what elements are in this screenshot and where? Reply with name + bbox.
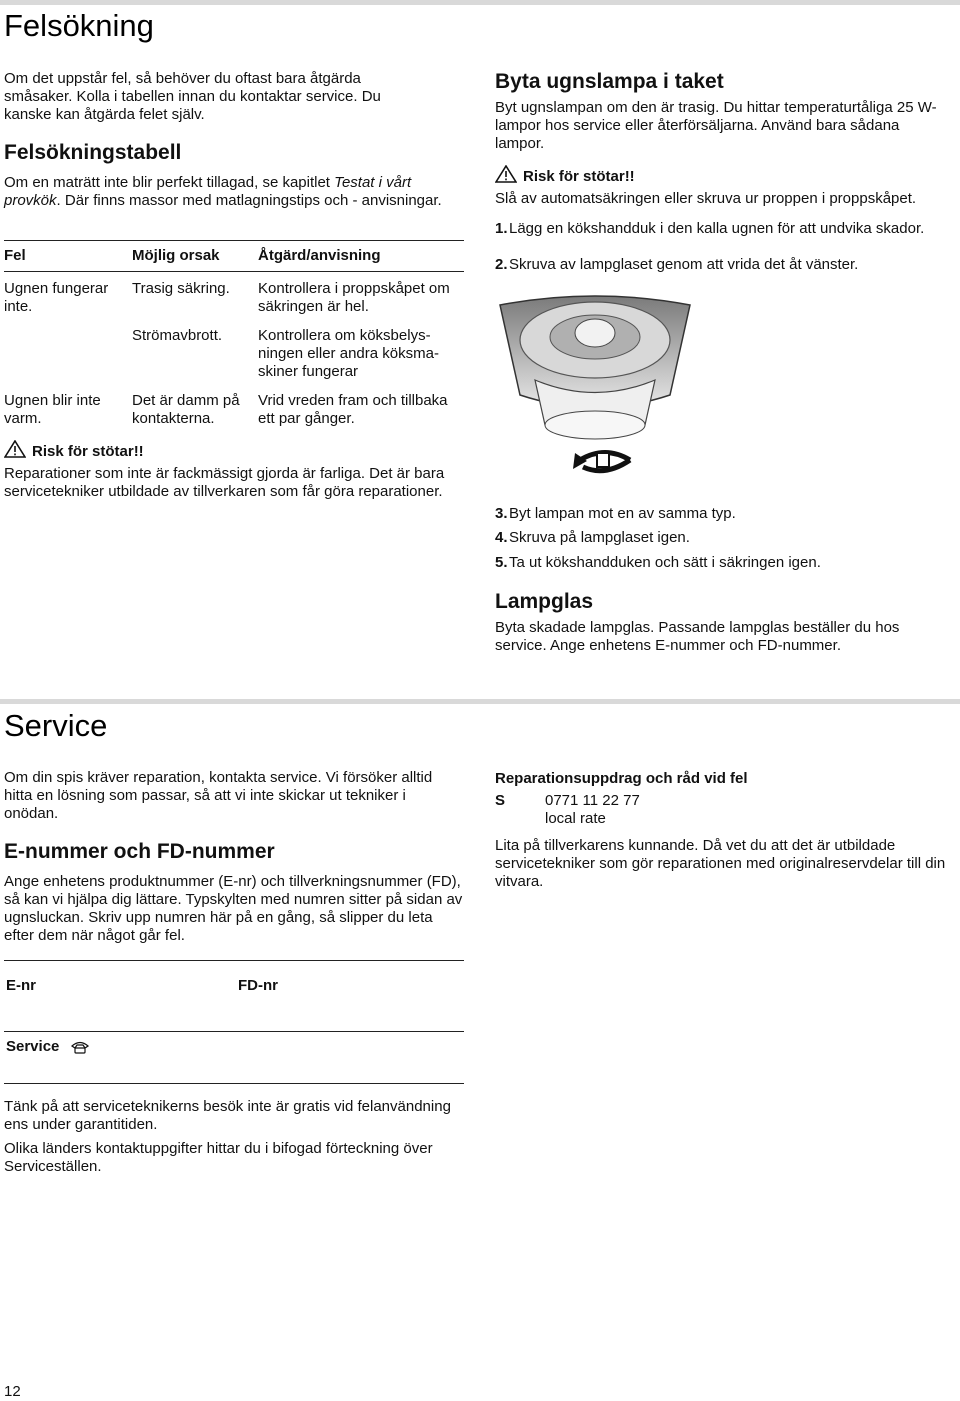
step-number: 3. [495, 505, 508, 522]
warning-triangle-icon [4, 440, 26, 463]
warning-text: Reparationer som inte är fackmässigt gjorda är farliga. Det är bara servicetekniker utbildade av tillverkaren som får göra reparationer. [4, 465, 445, 500]
service-intro: Om din spis kräver reparation, kontakta service. Vi försöker alltid hitta en lösning som passar, så att vi inte skickar ut tekniker i onödan. [4, 769, 433, 822]
step-text: Byt lampan mot en av samma typ. [509, 505, 736, 522]
visit-cost-text: Tänk på att serviceteknikerns besök inte är gratis vid felanvändning ens under garantitiden. [4, 1098, 451, 1133]
divider [4, 1031, 464, 1032]
lamp-title: Byta ugnslampa i taket [495, 70, 724, 93]
repair-title: Reparationsuppdrag och råd vid fel [495, 770, 748, 787]
chapter-reference: Testat i vårt provkök [4, 174, 412, 209]
table-row [4, 324, 464, 389]
list-item [495, 529, 935, 554]
table-cell: Kontrollera i proppskåpet om säkringen är hel. [258, 280, 450, 315]
service-label-row [6, 1038, 90, 1059]
warning-title: Risk för stötar!! [32, 443, 144, 460]
list-item [495, 256, 935, 276]
lamp-warning-heading [495, 165, 635, 188]
divider [4, 1083, 464, 1084]
country-code: S [495, 792, 506, 809]
step-number: 5. [495, 554, 508, 571]
service-title: Service [4, 708, 108, 743]
step-text: Skruva på lampglaset igen. [509, 529, 690, 546]
divider [4, 960, 464, 961]
table-header-action: Åtgärd/anvisning [258, 241, 464, 272]
table-header-fault: Fel [4, 241, 132, 272]
lamp-warning-title: Risk för stötar!! [523, 168, 635, 185]
step-number: 4. [495, 529, 508, 546]
lamp-intro: Byt ugnslampan om den är trasig. Du hittar temperaturtåliga 25 W-lampor hos service eller återförsäljarna. Använd bara sådana lampor. [495, 99, 937, 152]
step-text: Skruva av lampglaset genom att vrida det åt vänster. [509, 256, 859, 273]
list-item [495, 554, 935, 574]
phone-rate: local rate [545, 810, 606, 827]
page-number: 12 [4, 1383, 21, 1400]
table-cell: Det är damm på kontakterna. [132, 392, 240, 427]
table-cell: Ugnen blir inte varm. [4, 392, 101, 427]
lamp-warning-text: Slå av automatsäkringen eller skruva ur proppen i proppskåpet. [495, 190, 917, 207]
warning-triangle-icon [495, 165, 517, 188]
lamp-glass-title: Lampglas [495, 590, 594, 613]
step-text: Ta ut kökshandduken och sätt i säkringen igen. [509, 554, 821, 571]
table-cell: Vrid vreden fram och tillbaka ett par gånger. [258, 392, 448, 427]
table-intro-text: Om en maträtt inte blir perfekt tillagad, se kapitlet [4, 174, 335, 191]
table-row [4, 272, 464, 325]
table-intro-text-2: . Där finns massor med matlagningstips och - anvisningar. [56, 192, 442, 209]
table-row [4, 389, 464, 436]
list-item [495, 220, 935, 256]
lamp-glass-text: Byta skadade lampglas. Passande lampglas beställer du hos service. Ange enhetens E-nummer och FD-nummer. [495, 619, 900, 654]
section-bar-top [0, 0, 960, 5]
step-number: 1. [495, 220, 508, 237]
troubleshooting-table [4, 240, 464, 436]
troubleshooting-title: Felsökning [4, 8, 154, 43]
step-text: Lägg en kökshandduk i den kalla ugnen för att undvika skador. [509, 220, 925, 237]
table-cell: Kontrollera om köksbelysningen eller andra köksmaskiner fungerar [258, 327, 439, 380]
list-item [495, 505, 935, 529]
section-bar-service [0, 699, 960, 704]
lamp-glass-illustration [495, 285, 695, 490]
table-header-row [4, 241, 464, 272]
service-phone: 0771 11 22 77 [545, 792, 640, 809]
table-cell: Strömavbrott. [132, 327, 223, 344]
phone-icon [70, 1040, 90, 1059]
contacts-text: Olika länders kontaktuppgifter hittar du i bifogad förteckning över Serviceställen. [4, 1140, 433, 1175]
table-cell: Ugnen fungerar inte. [4, 280, 109, 315]
table-cell: Trasig säkring. [132, 280, 230, 297]
enr-label: E-nr [6, 977, 36, 994]
service-label: Service [6, 1038, 60, 1055]
enr-title: E-nummer och FD-nummer [4, 840, 275, 863]
lamp-steps-a [495, 220, 935, 276]
fd-label: FD-nr [238, 977, 278, 994]
warning-heading [4, 440, 144, 463]
troubleshooting-intro: Om det uppstår fel, så behöver du oftast bara åtgärda småsaker. Kolla i tabellen innan du kontaktar service. Du kanske kan åtgärda felet själv. [4, 70, 381, 123]
troubleshooting-table-intro [4, 174, 459, 210]
troubleshooting-table-title: Felsökningstabell [4, 141, 182, 164]
table-header-cause: Möjlig orsak [132, 241, 258, 272]
step-number: 2. [495, 256, 508, 273]
table-cell [4, 324, 132, 389]
trust-text: Lita på tillverkarens kunnande. Då vet du att det är utbildade servicetekniker som gör reparationen med originalreservdelar till din vitvara. [495, 837, 946, 890]
enr-text: Ange enhetens produktnummer (E-nr) och tillverkningsnummer (FD), så kan vi hjälpa dig lättare. Typskylten med numren sitter på sidan av ugnsluckan. Skriv upp numren här på en gång, så slipper du leta efter dem när något går fel. [4, 873, 463, 944]
lamp-steps-b [495, 505, 935, 574]
